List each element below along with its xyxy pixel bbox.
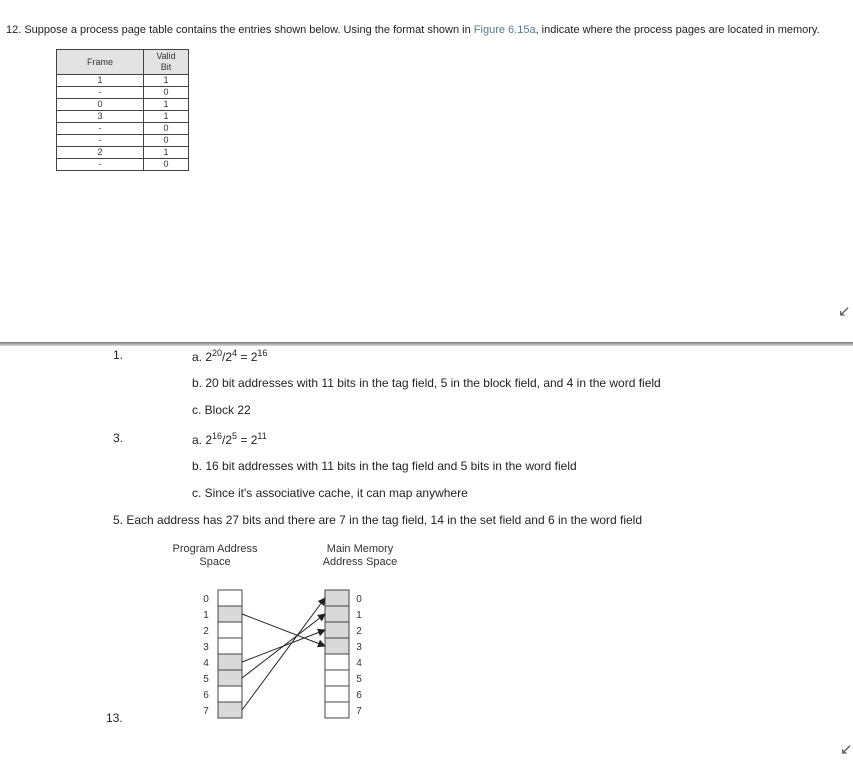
answer-13-number: 13. [106,711,123,725]
memory-frame-box [325,590,349,606]
page-table-row [57,147,189,159]
answer-3b: b. 16 bit addresses with 11 bits in the tag field and 5 bits in the word field [192,459,577,473]
answer-3a: a. $2^{16}/2^5 = 2^{11}$ [192,431,267,447]
valid-bit-cell: 0 [144,123,189,135]
valid-bit-cell: 0 [144,159,189,171]
memory-frame-box [325,702,349,718]
frame-cell: 2 [57,147,144,159]
frame-cell: 0 [57,99,144,111]
question-suffix: , indicate where the process pages are located in memory. [535,24,820,36]
valid-bit-cell: 1 [144,99,189,111]
program-page-number: 0 [203,594,209,605]
memory-frame-number: 6 [356,690,362,701]
memory-frame-box [325,686,349,702]
program-page-box [218,622,242,638]
page-table-row [57,159,189,171]
memory-space-title-line1: Main Memory [326,543,394,555]
valid-bit-header: Valid Bit [144,50,189,75]
frame-header: Frame [57,50,144,75]
frame-cell: - [57,135,144,147]
program-page-box [218,590,242,606]
program-page-box [218,606,242,622]
corner-arrow-icon-bottom: ↙ [840,741,853,758]
memory-frame-number: 2 [356,626,362,637]
answer-5: 5. Each address has 27 bits and there are 7 in the tag field, 14 in the set field and 6 in the word field [113,513,643,527]
program-page-number: 4 [203,658,209,669]
valid-bit-cell: 0 [144,87,189,99]
answer-1c: c. Block 22 [192,403,251,417]
memory-frame-box [325,654,349,670]
page-table-row [57,111,189,123]
answer-3c: c. Since it's associative cache, it can map anywhere [192,486,468,500]
program-page-number: 5 [203,674,209,685]
page-table-row [57,135,189,147]
memory-frame-number: 1 [356,610,362,621]
memory-frame-box [325,606,349,622]
program-page-box [218,654,242,670]
memory-frame-box [325,670,349,686]
question-prefix: 12. Suppose a process page table contains the entries shown below. Using the format shown in [6,24,471,36]
program-page-box [218,670,242,686]
program-page-number: 2 [203,626,209,637]
memory-frame-number: 7 [356,706,362,717]
answer-1-number: 1. [113,348,124,362]
program-page-number: 3 [203,642,209,653]
valid-bit-cell: 1 [144,147,189,159]
page-table-row [57,99,189,111]
program-page-number: 7 [203,706,209,717]
valid-bit-cell: 1 [144,111,189,123]
section-divider [0,342,853,346]
program-page-box [218,686,242,702]
program-page-box [218,638,242,654]
frame-cell: 1 [57,75,144,87]
answer-1a: a. $2^{20}/2^4 = 2^{16}$ [192,348,268,364]
answer-1b: b. 20 bit addresses with 11 bits in the tag field, 5 in the block field, and 4 in the word field [192,376,661,390]
program-space-title-line2: Space [199,556,231,568]
mapping-arrow [242,598,325,710]
page-table-row [57,75,189,87]
question-text [6,24,820,36]
valid-bit-cell: 0 [144,135,189,147]
frame-cell: 3 [57,111,144,123]
frame-cell: - [57,159,144,171]
figure-reference[interactable]: Figure 6.15a [473,24,536,36]
memory-frame-number: 3 [356,642,362,653]
page-table [56,49,189,171]
mapping-arrow [242,614,325,646]
program-page-number: 1 [203,610,209,621]
memory-space-title-line2: Address Space [322,556,398,568]
memory-mapping-diagram [150,540,430,725]
page-table-row [57,123,189,135]
program-page-box [218,702,242,718]
mapping-arrow [242,614,325,678]
answer-3-number: 3. [113,431,124,445]
frame-cell: - [57,87,144,99]
valid-bit-cell: 1 [144,75,189,87]
memory-frame-number: 5 [356,674,362,685]
memory-frame-box [325,622,349,638]
page-table-body [57,75,189,171]
memory-frame-number: 4 [356,658,362,669]
corner-arrow-icon: ↙ [838,303,851,320]
page-table-row [57,87,189,99]
program-page-number: 6 [203,690,209,701]
memory-frame-box [325,638,349,654]
memory-frame-number: 0 [356,594,362,605]
program-space-title-line1: Program Address [172,543,258,555]
frame-cell: - [57,123,144,135]
